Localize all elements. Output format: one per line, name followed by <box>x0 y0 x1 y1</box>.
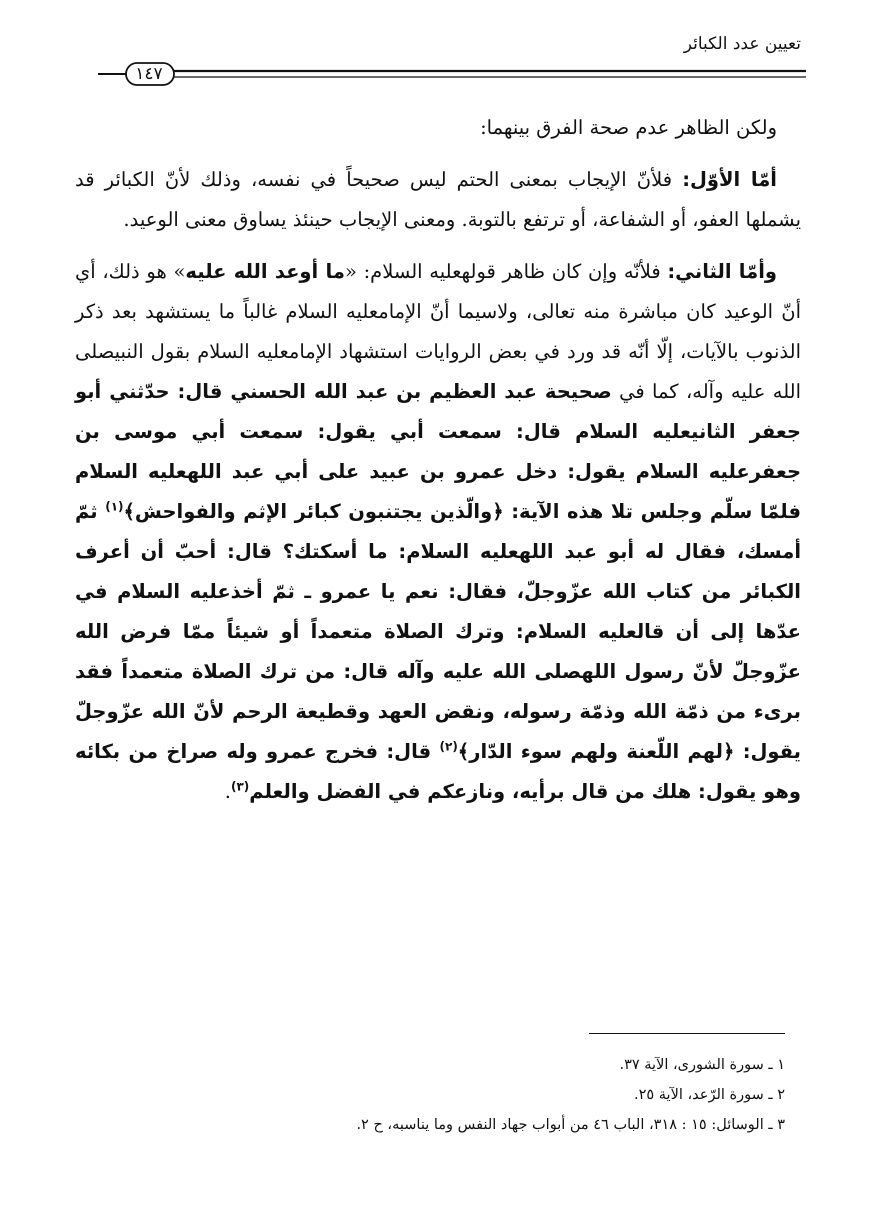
paragraph-first-point <box>75 160 801 240</box>
narration <box>75 380 801 803</box>
narration-run: قال: سمعت أبي يقول: سمعت أبي موسى بن جعفر <box>75 420 801 483</box>
footnote-3: ٣ ـ الوسائل: ١٥ : ٣١٨، الباب ٤٦ من أبواب جهاد النفس وما يناسبه، ح ٢. <box>356 1117 785 1133</box>
footnote-ref[interactable]: (٢) <box>439 739 458 754</box>
narration-run: قال: من ترك الصلاة متعمداً فقد برىء من ذمّة الله وذمّة رسوله، ونقض العهد وقطيعة الرحم لأنّ الله عزّوجلّ يقول: ﴿لهم اللّعنة ولهم سوء الدّار﴾ <box>75 660 801 763</box>
text-run: بقول النبي <box>114 340 198 363</box>
salutation-glyph: عليه السلام <box>197 340 289 363</box>
text-run: ، كما في <box>611 380 693 403</box>
footnote-2: ٢ ـ سورة الرّعد، الآية ٢٥. <box>633 1087 785 1103</box>
text-run: غالباً ما يستشهد بعد ذكر الذنوب بالآيات، إلّا أنّه قد ورد في بعض الروايات استشهاد الإمام <box>75 300 801 363</box>
first-point-lead: أمّا الأوّل: <box>682 168 777 191</box>
footnotes <box>85 1050 785 1140</box>
text-run: » هو ذلك، أي أنّ الوعيد كان مباشرة منه تعالى، ولاسيما أنّ الإمام <box>75 260 801 323</box>
salutation-glyph: عليه السلام <box>117 580 231 603</box>
main-text <box>75 108 801 812</box>
salutation-glyph: عليه السلام <box>370 260 462 283</box>
footnote-1: ١ ـ سورة الشورى، الآية ٣٧. <box>619 1057 785 1073</box>
narration-run: ثمّ أمسك، فقال له أبو عبد الله <box>75 500 801 563</box>
footnote-ref[interactable]: (١) <box>105 499 124 514</box>
salutation-glyph: عليه السلام <box>523 620 637 643</box>
salutation-glyph: عليه السلام <box>75 460 187 483</box>
salutation-glyph: عليه السلام <box>406 540 519 563</box>
text-run: فلأنّه وإن كان ظاهر قوله <box>461 260 668 283</box>
header-rule <box>98 62 806 88</box>
salutation-glyph: صلى الله عليه وآله <box>396 660 582 683</box>
narration-run: قال: فخرج عمرو وله صراخ من بكائه وهو يقول: هلك من قال برأيه، ونازعكم في الفضل والعلم <box>75 740 801 803</box>
paragraph-second-point <box>75 252 801 812</box>
narration-run: : وترك الصلاة متعمداً أو شيئاً ممّا فرض الله عزّوجلّ لأنّ رسول الله <box>75 620 801 683</box>
narration-run: في عدّها إلى أن قال <box>75 580 801 643</box>
running-title: تعيين عدد الكبائر <box>683 34 801 54</box>
narration-run: فلمّا سلّم وجلس تلا هذه الآية: ﴿والّذين يجتنبون كبائر الإثم والفواحش﴾ <box>123 500 801 523</box>
footnote-ref[interactable]: (٣) <box>230 779 250 794</box>
salutation-glyph: عليه السلام <box>285 300 379 323</box>
narration-run: يقول: دخل عمرو بن عبيد على أبي عبد الله <box>186 460 636 483</box>
text-run: : « <box>344 260 371 283</box>
narration-run: : ما أسكتك؟ قال: أحبّ أن أعرف الكبائر من كتاب الله عزّوجلّ، فقال: نعم يا عمرو ـ ثمّ أخذ <box>75 540 801 603</box>
salutation-glyph: عليه السلام <box>635 460 750 483</box>
salutation-glyph: عليه السلام <box>575 420 691 443</box>
salutation-glyph: صلى الله عليه وآله <box>75 340 802 403</box>
footnote-separator <box>589 1033 785 1034</box>
second-point-lead: وأمّا الثاني: <box>667 260 777 283</box>
bold-quote: ما أوعد الله عليه <box>185 260 345 283</box>
first-point-text: فلأنّ الإيجاب بمعنى الحتم ليس صحيحاً في نفسه، وذلك لأنّ الكبائر قد يشملها العفو، أو الشفاعة، أو ترتفع بالتوبة. ومعنى الإيجاب حينئذ يساوق معنى الوعيد. <box>75 168 801 231</box>
page-number: ١٤٧ <box>135 64 163 84</box>
narration-run: صحيحة عبد العظيم بن عبد الله الحسني قال: حدّثني أبو جعفر الثاني <box>75 380 801 443</box>
paragraph-intro: ولكن الظاهر عدم صحة الفرق بينهما: <box>480 116 777 139</box>
text-run: . <box>224 780 231 803</box>
